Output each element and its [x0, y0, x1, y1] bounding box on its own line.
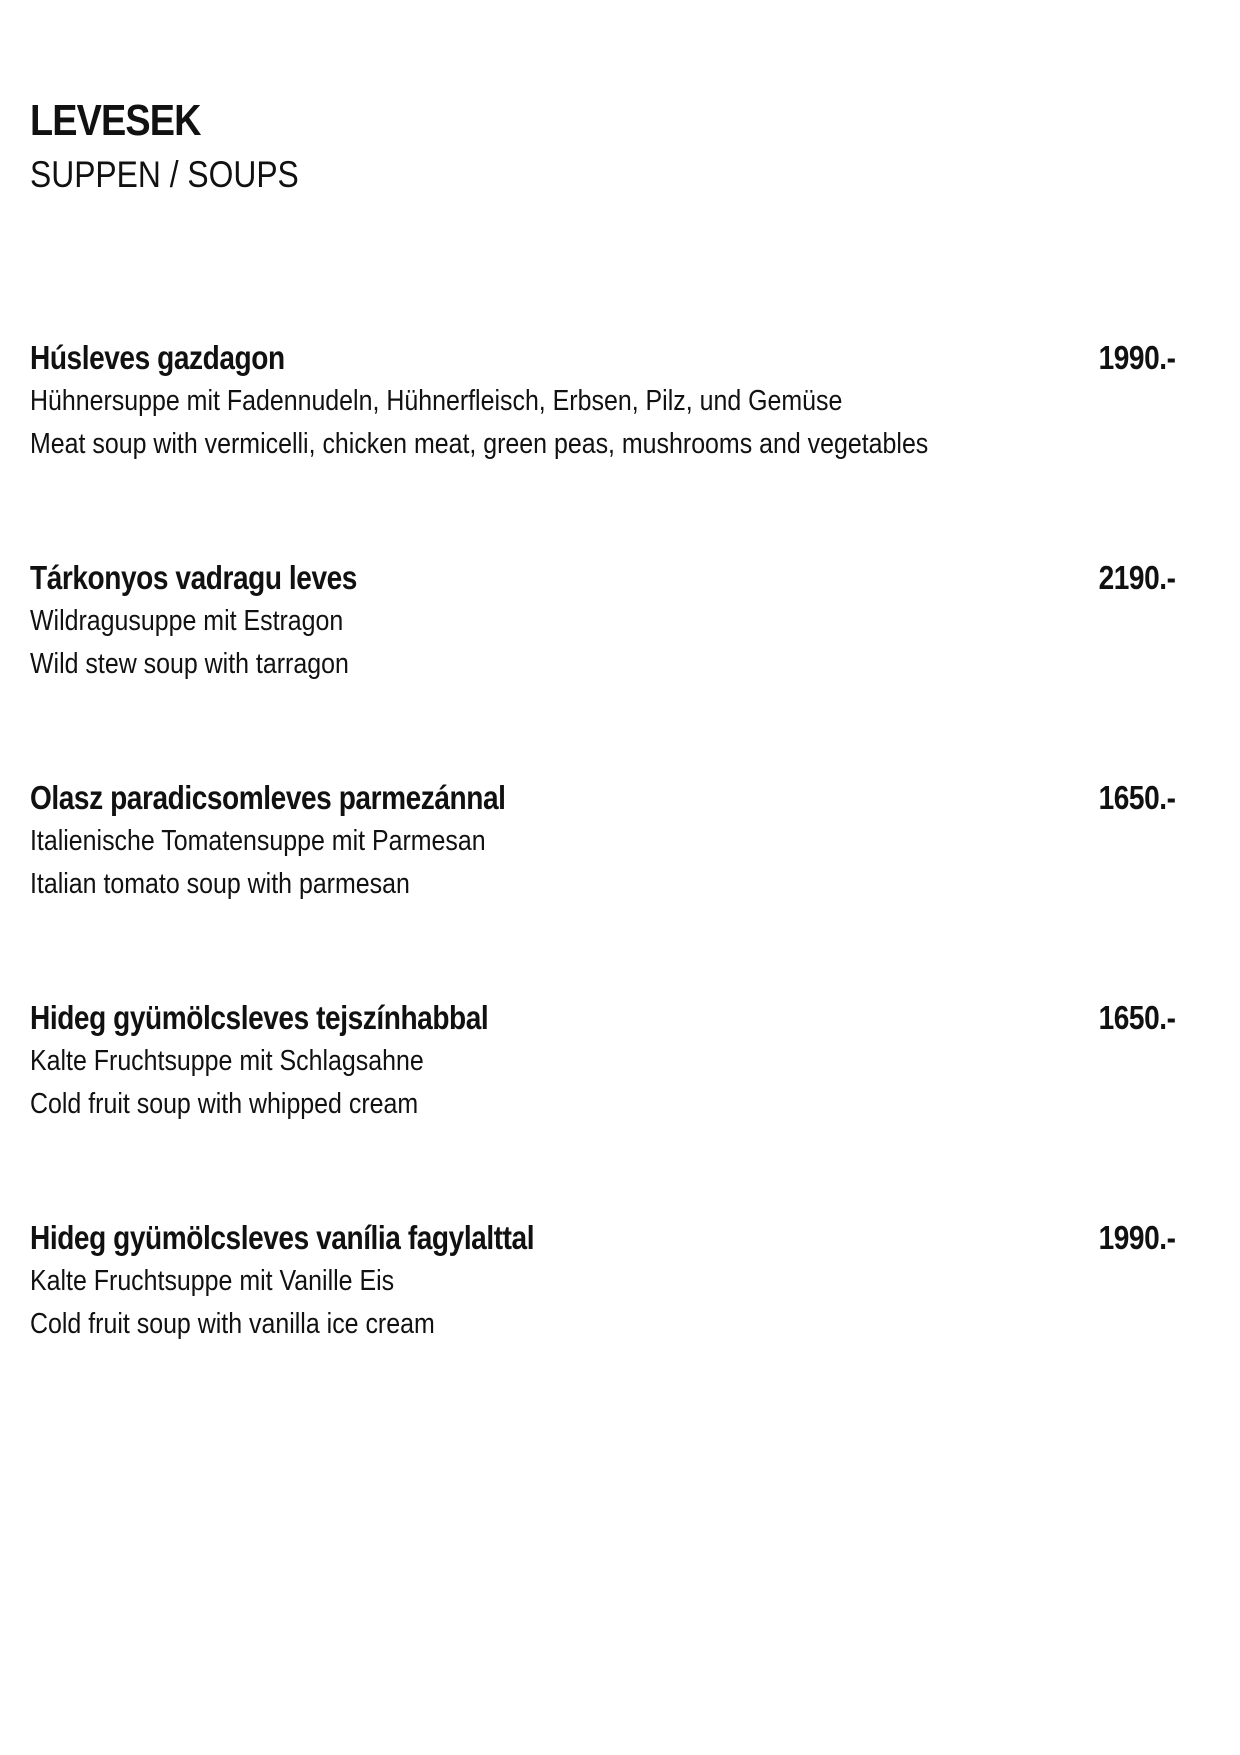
menu-list [30, 336, 1210, 1436]
item-description-german: Wildragusuppe mit Estragon [30, 605, 344, 637]
item-name: Olasz paradicsomleves parmezánnal [30, 779, 506, 816]
section-header [30, 92, 343, 198]
item-name: Hideg gyümölcsleves vanília fagylalttal [30, 1219, 535, 1256]
item-description-english: Cold fruit soup with whipped cream [30, 1088, 419, 1120]
item-price: 1990.- [1099, 339, 1176, 376]
menu-item [30, 996, 1210, 1216]
item-name: Hideg gyümölcsleves tejszínhabbal [30, 999, 489, 1036]
item-description-german: Kalte Fruchtsuppe mit Vanille Eis [30, 1265, 395, 1297]
menu-item [30, 1216, 1210, 1436]
section-title: LEVESEK [30, 96, 201, 145]
item-price: 1650.- [1099, 779, 1176, 816]
menu-item [30, 776, 1210, 996]
section-subtitle: SUPPEN / SOUPS [30, 154, 299, 195]
item-name: Húsleves gazdagon [30, 339, 285, 376]
item-price: 1990.- [1099, 1219, 1176, 1256]
item-description-german: Hühnersuppe mit Fadennudeln, Hühnerfleisch, Erbsen, Pilz, und Gemüse [30, 385, 843, 417]
item-description-english: Cold fruit soup with vanilla ice cream [30, 1308, 435, 1340]
menu-item [30, 336, 1210, 556]
item-price: 2190.- [1099, 559, 1176, 596]
item-description-english: Meat soup with vermicelli, chicken meat, green peas, mushrooms and vegetables [30, 428, 929, 460]
item-description-german: Kalte Fruchtsuppe mit Schlagsahne [30, 1045, 424, 1077]
item-price: 1650.- [1099, 999, 1176, 1036]
item-description-german: Italienische Tomatensuppe mit Parmesan [30, 825, 486, 857]
item-name: Tárkonyos vadragu leves [30, 559, 357, 596]
item-description-english: Italian tomato soup with parmesan [30, 868, 410, 900]
item-description-english: Wild stew soup with tarragon [30, 648, 349, 680]
menu-item [30, 556, 1210, 776]
